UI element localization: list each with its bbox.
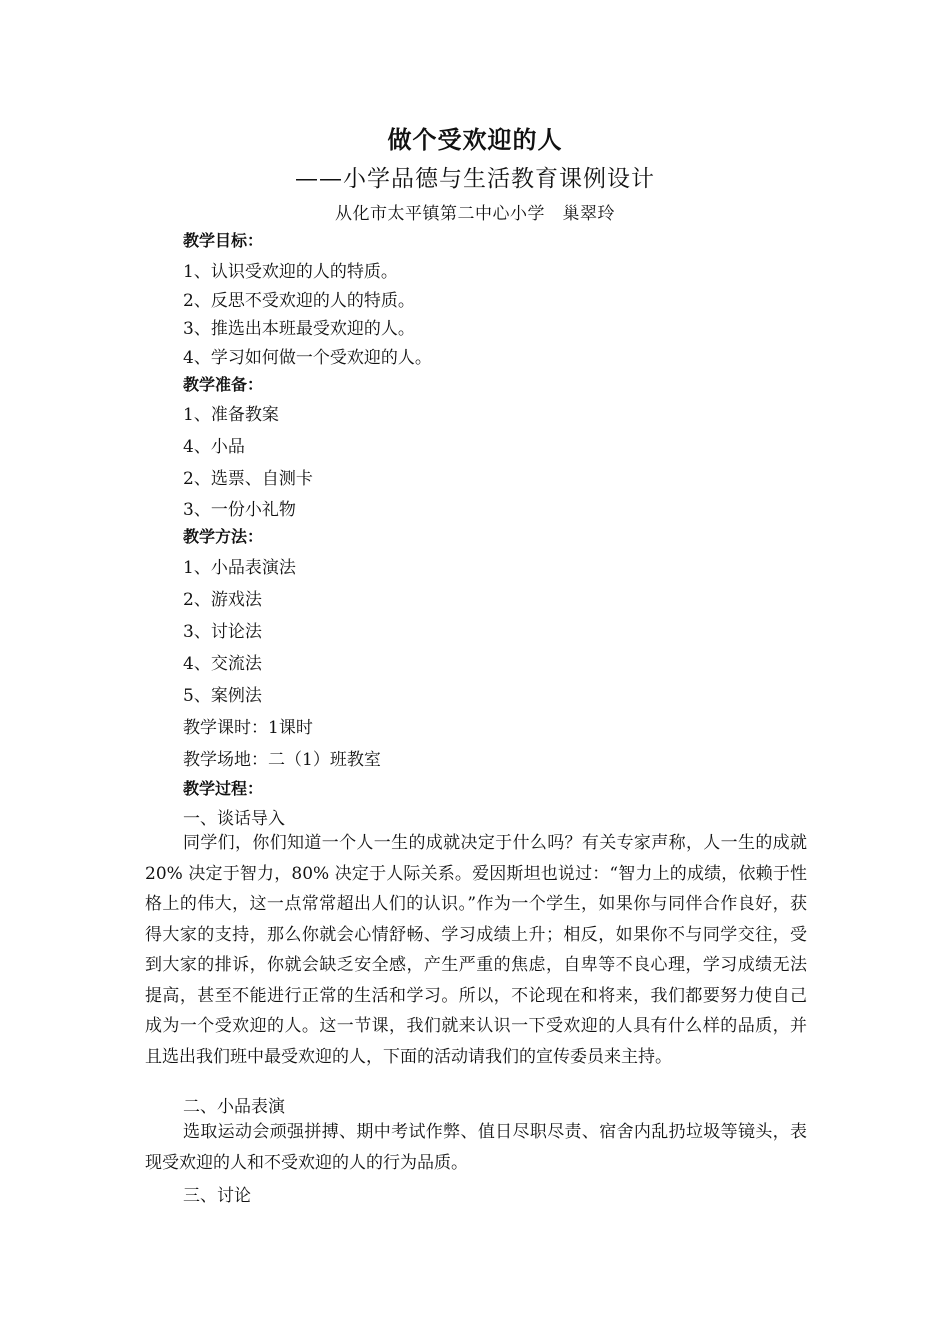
prep-item: 2、选票、自测卡 xyxy=(183,469,313,489)
prep-item: 3、一份小礼物 xyxy=(183,500,296,520)
goal-item: 1、认识受欢迎的人的特质。 xyxy=(183,262,398,282)
method-item: 3、讨论法 xyxy=(183,622,262,642)
method-item: 1、小品表演法 xyxy=(183,558,296,578)
process-heading: 教学过程： xyxy=(183,779,264,798)
skit-paragraph: 选取运动会顽强拼搏、期中考试作弊、值日尽职尽责、宿舍内乱扔垃圾等镜头，表现受欢迎的人和不受欢迎的人的行为品质。 xyxy=(145,1122,807,1173)
process-step: 二、小品表演 xyxy=(183,1097,285,1117)
intro-paragraph: 同学们，你们知道一个人一生的成就决定于什么吗？有关专家声称，人一生的成就 20% 决定于智力，80% 决定于人际关系。爱因斯坦也说过：“智力上的成绩，依赖于性格上的伟大，这一点常常超出人们的认识。”作为一个学生，如果你与同伴合作良好，获得大家的支持，那么你就会心情舒畅、学习成绩上升；相反，如果你不与同学交往，受到大家的排诉，你就会缺乏安全感，产生严重的焦虑，自卑等不良心理，学习成绩无法提高，甚至不能进行正常的生活和学习。所以，不论现在和将来，我们都要努力使自己成为一个受欢迎的人。这一节课，我们就来认识一下受欢迎的人具有什么样的品质，并且选出我们班中最受欢迎的人，下面的活动请我们的宣传委员来主持。 xyxy=(145,833,807,1067)
method-item: 5、案例法 xyxy=(183,686,262,706)
method-item: 4、交流法 xyxy=(183,654,262,674)
goal-item: 4、学习如何做一个受欢迎的人。 xyxy=(183,348,432,368)
method-heading: 教学方法： xyxy=(183,527,264,546)
goal-item: 3、推选出本班最受欢迎的人。 xyxy=(183,319,415,339)
process-step: 一、谈话导入 xyxy=(183,809,285,829)
goals-heading: 教学目标： xyxy=(183,231,264,250)
prep-item: 4、小品 xyxy=(183,437,245,457)
class-venue: 教学场地：二（1）班教室 xyxy=(183,750,381,770)
process-step: 三、讨论 xyxy=(183,1186,251,1206)
prep-heading: 教学准备： xyxy=(183,375,264,394)
prep-item: 1、准备教案 xyxy=(183,405,279,425)
class-hours: 教学课时：1课时 xyxy=(183,718,313,738)
document-subtitle: ——小学品德与生活教育课例设计 xyxy=(295,166,655,192)
method-item: 2、游戏法 xyxy=(183,590,262,610)
goal-item: 2、反思不受欢迎的人的特质。 xyxy=(183,291,415,311)
document-author: 从化市太平镇第二中心小学 巢翠玲 xyxy=(335,204,615,224)
document-title: 做个受欢迎的人 xyxy=(387,125,563,154)
